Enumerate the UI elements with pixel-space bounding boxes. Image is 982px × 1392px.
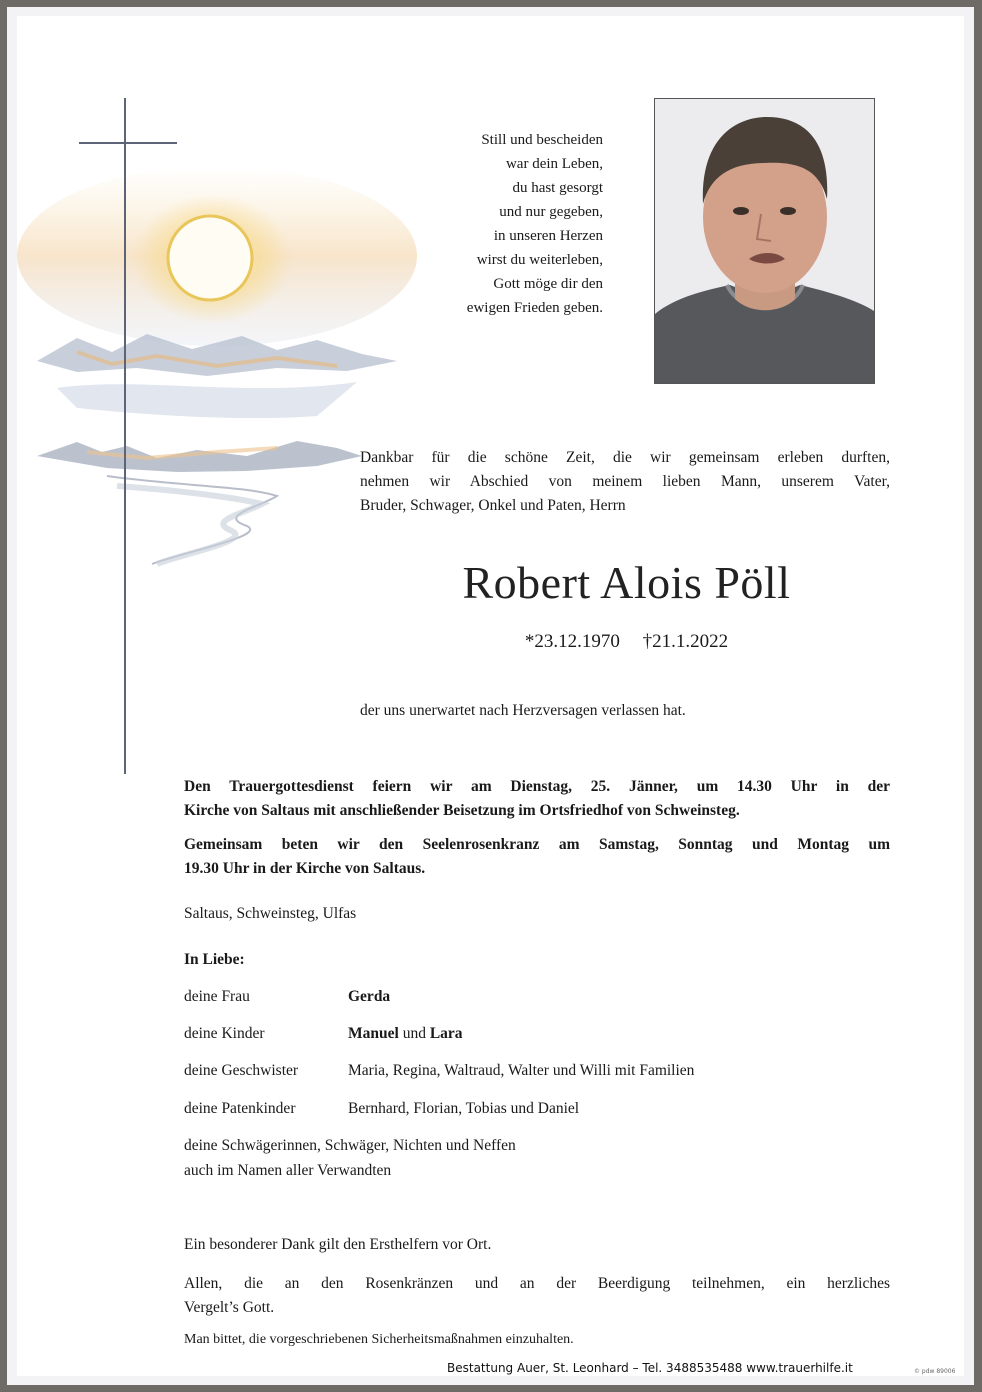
poem-line: in unseren Herzen [493,228,603,244]
service-line: Den Trauergottesdienst feiern wir am Dienstag, 25. Jänner, um 14.30 Uhr in der [184,778,890,795]
sunset-landscape-illustration [17,16,437,796]
funeral-service-info [184,775,890,823]
thanks-all [184,1272,890,1320]
poem-line: war dein Leben, [505,156,603,172]
places: Saltaus, Schweinsteg, Ulfas [184,905,357,922]
service-line: Kirche von Saltaus mit anschließender Beisetzung im Ortsfriedhof von Schweinsteg. [184,802,740,819]
children-label: deine Kinder [184,1025,265,1042]
inlaws-line: deine Schwägerinnen, Schwäger, Nichten und Neffen [184,1137,516,1154]
intro-line: Bruder, Schwager, Onkel und Paten, Herrn [360,497,626,514]
godchildren-names: Bernhard, Florian, Tobias und Daniel [348,1100,580,1117]
lower-mountains [37,441,362,472]
child-name: Manuel [348,1025,399,1042]
page-frame [7,7,974,1385]
life-dates [360,631,893,653]
rosary-line: 19.30 Uhr in der Kirche von Saltaus. [184,860,426,877]
in-love-heading: In Liebe: [184,951,245,968]
children-names [348,1025,463,1043]
deceased-name: Robert Alois Pöll [462,557,791,608]
sun [168,216,252,300]
intro-line: nehmen wir Abschied von meinem lieben Mann, unserem Vater, [360,473,890,490]
death-date: †21.1.2022 [642,631,729,652]
poem-line: du hast gesorgt [512,180,603,196]
print-code: © pdw 89006 [914,1368,956,1375]
thanks-all-line: Allen, die an den Rosenkränzen und an der Beerdigung teilnehmen, ein herzliches [184,1275,890,1292]
thanks-all-line: Vergelt’s Gott. [184,1299,275,1316]
intro-line: Dankbar für die schöne Zeit, die wir gemeinsam erleben durften, [360,449,890,466]
poem-line: Gott möge dir den [493,276,603,292]
wife-label: deine Frau [184,988,250,1005]
right-eye [780,207,796,215]
poem-line: wirst du weiterleben, [476,252,603,268]
thanks-first-responders: Ein besonderer Dank gilt den Ersthelfern vor Ort. [184,1236,492,1253]
poem-line: ewigen Frieden geben. [466,300,603,316]
birth-date: *23.12.1970 [524,631,620,652]
intro-paragraph [360,446,890,518]
child-name: Lara [429,1025,463,1042]
poem-line: und nur gegeben, [499,204,603,220]
siblings-names: Maria, Regina, Waltraud, Walter und Willi mit Familien [348,1062,695,1079]
poem-line: Still und bescheiden [481,132,603,148]
wife-name: Gerda [348,988,391,1005]
winding-path-shade [117,486,262,564]
funeral-home-footer: Bestattung Auer, St. Leonhard – Tel. 3488535488 www.trauerhilfe.it [447,1361,853,1375]
rosary-line: Gemeinsam beten wir den Seelenrosenkranz am Samstag, Sonntag und Montag um [184,836,890,853]
child-conjunction: und [402,1025,426,1042]
godchildren-label: deine Patenkinder [184,1100,296,1117]
siblings-label: deine Geschwister [184,1062,299,1079]
valley-mist [57,382,357,418]
left-eye [733,207,749,215]
death-circumstance: der uns unerwartet nach Herzversagen verlassen hat. [360,702,686,719]
portrait-illustration [655,99,874,383]
safety-note: Man bittet, die vorgeschriebenen Sicherheitsmaßnahmen einzuhalten. [184,1332,574,1347]
obituary-card [17,16,964,1376]
poem [397,128,603,320]
relatives-line: auch im Namen aller Verwandten [184,1162,392,1179]
rosary-info [184,833,890,881]
portrait-photo [654,98,875,384]
